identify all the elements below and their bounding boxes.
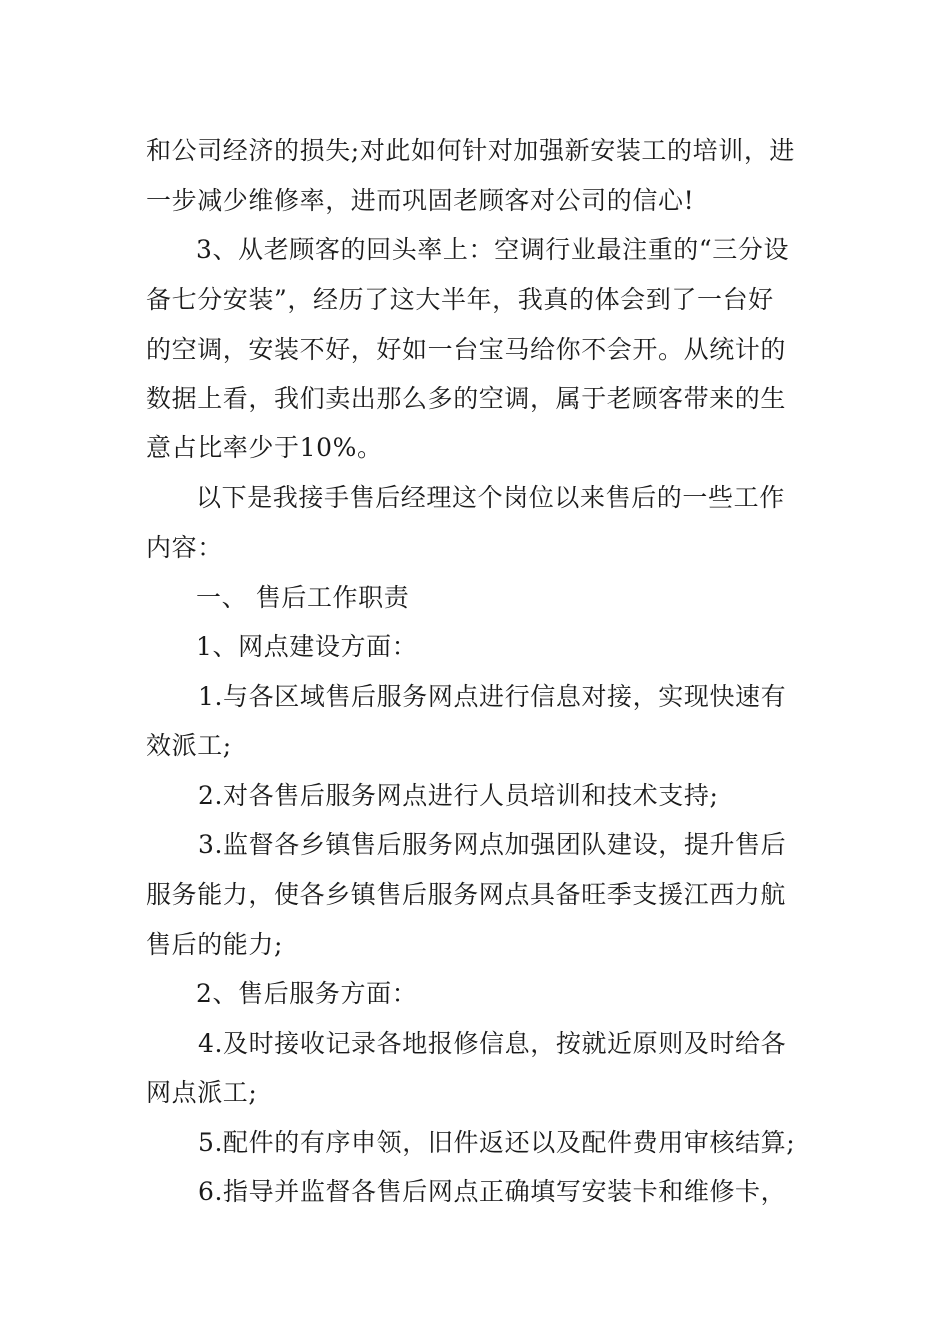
text-line: 一步减少维修率，进而巩固老顾客对公司的信心! bbox=[146, 186, 695, 215]
text-line: 服务能力，使各乡镇售后服务网点具备旺季支援江西力航 bbox=[146, 880, 787, 909]
subsection-heading: 1、网点建设方面： bbox=[196, 632, 418, 661]
text-line: 效派工; bbox=[146, 731, 232, 760]
text-line: 以下是我接手售后经理这个岗位以来售后的一些工作 bbox=[196, 483, 785, 512]
list-item: 3.监督各乡镇售后服务网点加强团队建设，提升售后 bbox=[198, 830, 787, 859]
text-line: 内容： bbox=[146, 533, 223, 562]
list-item: 2.对各售后服务网点进行人员培训和技术支持; bbox=[198, 781, 719, 810]
subsection-heading: 2、售后服务方面： bbox=[196, 979, 418, 1008]
list-item: 1.与各区域售后服务网点进行信息对接，实现快速有 bbox=[198, 682, 787, 711]
list-item: 4.及时接收记录各地报修信息，按就近原则及时给各 bbox=[198, 1029, 787, 1058]
text-line: 数据上看，我们卖出那么多的空调，属于老顾客带来的生 bbox=[146, 384, 787, 413]
text-line: 备七分安装”，经历了这大半年，我真的体会到了一台好 bbox=[146, 285, 774, 314]
text-line: 3、从老顾客的回头率上：空调行业最注重的“三分设 bbox=[196, 235, 790, 264]
text-line: 意占比率少于10%。 bbox=[146, 433, 383, 462]
text-line: 和公司经济的损失;对此如何针对加强新安装工的培训，进 bbox=[146, 136, 796, 165]
text-line: 售后的能力; bbox=[146, 930, 284, 959]
section-heading: 一、 售后工作职责 bbox=[196, 583, 410, 612]
text-line: 网点派工; bbox=[146, 1078, 258, 1107]
text-line: 的空调，安装不好，好如一台宝马给你不会开。从统计的 bbox=[146, 335, 787, 364]
list-item: 5.配件的有序申领，旧件返还以及配件费用审核结算; bbox=[198, 1128, 796, 1157]
list-item: 6.指导并监督各售后网点正确填写安装卡和维修卡， bbox=[198, 1177, 787, 1206]
